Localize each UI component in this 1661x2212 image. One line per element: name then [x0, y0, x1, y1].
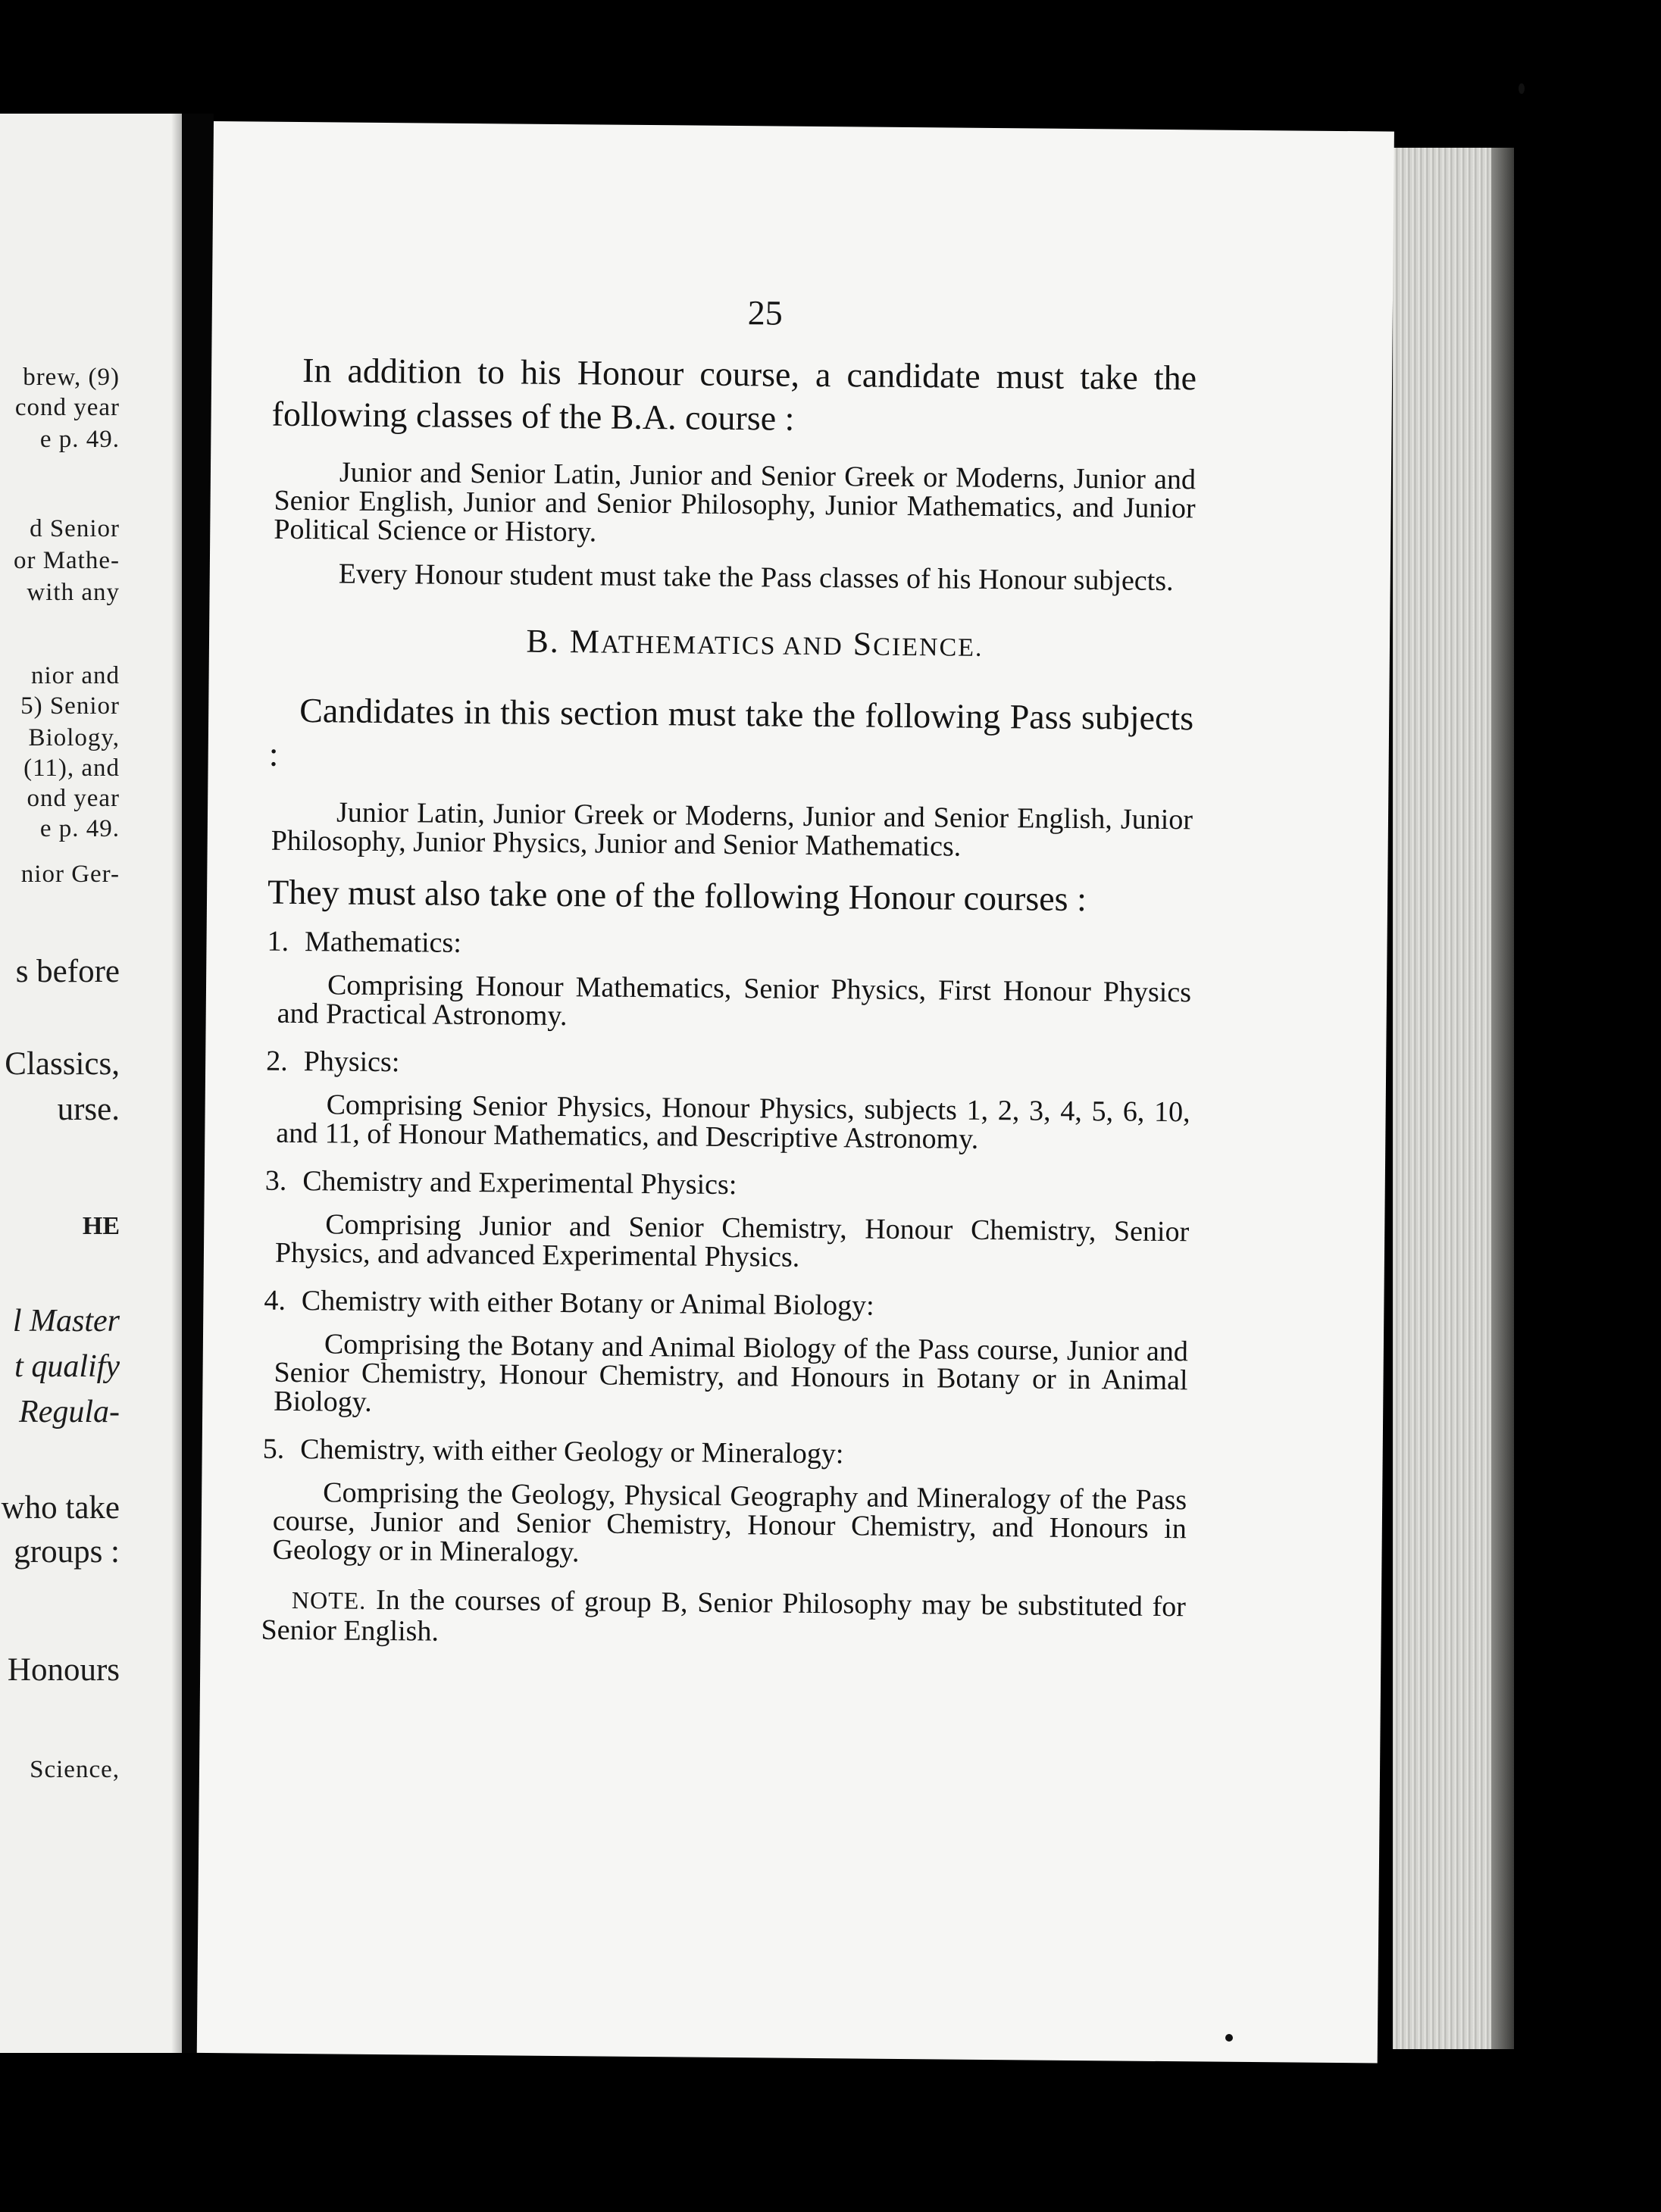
- left-line: l Master: [12, 1304, 120, 1339]
- course-number: 3.: [264, 1164, 287, 1197]
- left-line: Science,: [30, 1756, 120, 1783]
- left-line: (11), and: [23, 755, 120, 782]
- left-line: t qualify: [14, 1349, 120, 1384]
- section-title-rest: CIENCE.: [873, 633, 984, 662]
- note-paragraph: [261, 1584, 1186, 1654]
- course-description: Comprising Junior and Senior Chemistry, Honour Chemistry, Senior Physics, and advanced Experimental Physics.: [274, 1208, 1190, 1273]
- course-item: [267, 925, 1191, 967]
- course-title: Mathematics:: [304, 926, 462, 959]
- course-title: Physics:: [303, 1045, 400, 1079]
- pass-subjects-paragraph: Junior Latin, Junior Greek or Moderns, Junior and Senior English, Junior Philosophy, Junior Physics, Junior and Senior Mathematics.: [271, 796, 1193, 863]
- section-title-initial: S: [852, 625, 874, 663]
- left-line: or Mathe-: [13, 547, 120, 574]
- page-stack-shadow: [1491, 148, 1514, 2049]
- section-title-initial: M: [569, 623, 602, 661]
- course-number: 2.: [265, 1045, 288, 1077]
- intro-paragraph: In addition to his Honour course, a candidate must take the following classes of the B.A. course :: [271, 351, 1197, 438]
- left-line: e p. 49.: [39, 426, 120, 453]
- left-line: ond year: [27, 785, 120, 812]
- course-item: [263, 1432, 1187, 1474]
- note-text: In the courses of group B, Senior Philosophy may be substituted for Senior English.: [261, 1583, 1187, 1648]
- left-line: Classics,: [5, 1046, 120, 1082]
- ba-classes-paragraph: Junior and Senior Latin, Junior and Senior Greek or Moderns, Junior and Senior English, Junior and Senior Philosophy, Junior Mathematics, and Junior Political Science or History.: [274, 456, 1196, 548]
- course-item: [266, 1045, 1190, 1086]
- left-line: groups :: [14, 1534, 120, 1570]
- left-line: e p. 49.: [39, 815, 120, 842]
- course-title: Chemistry, with either Geology or Mineralogy:: [300, 1433, 844, 1470]
- left-line: s before: [15, 954, 120, 989]
- page-text: [261, 289, 1197, 1682]
- left-line: urse.: [57, 1092, 120, 1127]
- main-page: [197, 121, 1394, 2063]
- note-label: NOTE.: [291, 1586, 367, 1614]
- course-item: [265, 1164, 1190, 1206]
- candidates-paragraph: Candidates in this section must take the following Pass subjects :: [268, 691, 1194, 773]
- course-number: 4.: [264, 1284, 286, 1317]
- course-description: Comprising Senior Physics, Honour Physics, subjects 1, 2, 3, 4, 5, 6, 10, and 11, of Honour Mathematics, and Descriptive Astronomy.: [276, 1089, 1190, 1155]
- left-line: HE: [82, 1212, 120, 1240]
- left-line: Honours: [7, 1652, 120, 1688]
- section-title-rest: ATHEMATICS AND: [600, 630, 843, 661]
- page-number: 25: [747, 293, 784, 333]
- honour-note-paragraph: Every Honour student must take the Pass classes of his Honour subjects.: [338, 558, 1174, 598]
- left-line: nior Ger-: [20, 861, 120, 888]
- course-item: [264, 1284, 1188, 1326]
- course-description: Comprising Honour Mathematics, Senior Physics, First Honour Physics and Practical Astronomy.: [277, 969, 1192, 1033]
- course-number: 1.: [267, 925, 289, 958]
- page-stack-edge: [1393, 148, 1514, 2049]
- scan-speck: [1519, 83, 1525, 94]
- scan-speck: [1225, 2034, 1233, 2042]
- page-edge-shadow: [171, 114, 182, 2053]
- section-heading: [315, 620, 1194, 666]
- course-title: Chemistry and Experimental Physics:: [302, 1165, 737, 1201]
- also-take-paragraph: They must also take one of the following Honour courses :: [267, 872, 1087, 919]
- left-line: with any: [27, 579, 120, 606]
- course-number: 5.: [262, 1432, 285, 1465]
- left-line: d Senior: [30, 515, 120, 542]
- facing-page-left: [0, 114, 182, 2053]
- section-letter: B.: [526, 622, 561, 661]
- course-description: Comprising the Geology, Physical Geography and Mineralogy of the Pass course, Junior and Senior Chemistry, Honour Chemistry, and Honours in Geology or in Mineralogy.: [272, 1476, 1187, 1569]
- left-line: cond year: [14, 394, 120, 421]
- course-description: Comprising the Botany and Animal Biology of the Pass course, Junior and Senior Chemistry, Honour Chemistry, and Honours in Botany or in Animal Biology.: [274, 1328, 1189, 1418]
- left-line: Regula-: [19, 1395, 120, 1429]
- left-line: 5) Senior: [20, 692, 120, 720]
- left-line: who take: [1, 1490, 120, 1526]
- left-line: nior and: [30, 662, 120, 689]
- course-title: Chemistry with either Botany or Animal Biology:: [301, 1285, 874, 1322]
- left-line: brew, (9): [23, 364, 120, 391]
- left-line: Biology,: [28, 724, 120, 751]
